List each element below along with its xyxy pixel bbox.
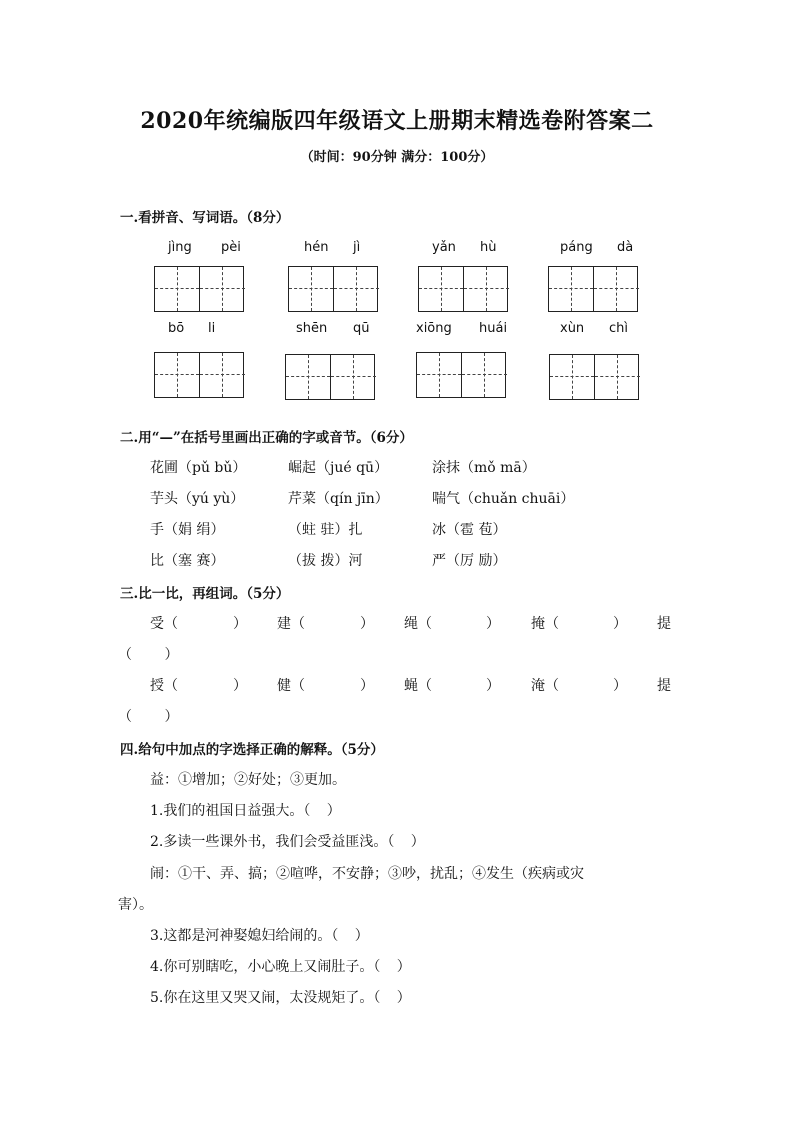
pinyin: páng: [560, 240, 593, 255]
pinyin: li: [208, 321, 216, 336]
choice-item[interactable]: 花圃（pǔ bǔ）: [150, 460, 247, 476]
page-title: 2020年统编版四年级语文上册期末精选卷附答案二: [140, 108, 654, 134]
answer-blank[interactable]: ）: [233, 616, 247, 632]
writing-grid[interactable]: [154, 352, 244, 398]
answer-blank[interactable]: ）: [613, 678, 627, 694]
writing-grid[interactable]: [416, 352, 506, 398]
compare-char: 受（: [150, 616, 178, 632]
choice-item[interactable]: （拔 拨）河: [288, 553, 363, 569]
writing-grid[interactable]: [418, 266, 508, 312]
writing-grid[interactable]: [549, 354, 639, 400]
pinyin: hù: [480, 240, 497, 255]
page-subtitle: （时间：90分钟 满分：100分）: [300, 150, 494, 165]
section-3-heading: 三.比一比，再组词。（5分）: [120, 586, 290, 602]
question-item[interactable]: 4.你可别瞎吃，小心晚上又闹肚子。（ ）: [150, 959, 411, 975]
pinyin: qū: [353, 321, 370, 336]
answer-blank[interactable]: ）: [360, 678, 374, 694]
pinyin: xiōng: [416, 321, 452, 336]
choice-item[interactable]: 涂抹（mǒ mā）: [432, 460, 536, 476]
choice-item[interactable]: 手（娟 绢）: [150, 522, 225, 538]
compare-char: 授（: [150, 678, 178, 694]
definition-nao-cont: 害）。: [118, 897, 153, 913]
answer-blank[interactable]: （ ）: [118, 709, 179, 725]
pinyin: xùn: [560, 321, 585, 336]
choice-item[interactable]: 严（厉 励）: [432, 553, 507, 569]
definition-nao: 闹：①干、弄、搞；②喧哗，不安静；③吵，扰乱；④发生（疾病或灾: [150, 866, 584, 882]
section-1-heading: 一.看拼音、写词语。（8分）: [120, 210, 290, 226]
section-2-heading: 二.用“—”在括号里画出正确的字或音节。（6分）: [120, 430, 413, 446]
choice-item[interactable]: 崛起（jué qū）: [288, 460, 389, 476]
choice-item[interactable]: （蛀 驻）扎: [288, 522, 363, 538]
compare-char: 绳（: [404, 616, 432, 632]
pinyin: shēn: [296, 321, 328, 336]
pinyin: jìng: [168, 240, 192, 255]
answer-blank[interactable]: ）: [486, 678, 500, 694]
compare-char: 建（: [277, 616, 305, 632]
choice-item[interactable]: 芋头（yú yù）: [150, 491, 245, 507]
writing-grid[interactable]: [548, 266, 638, 312]
choice-item[interactable]: 芹菜（qín jīn）: [288, 491, 389, 507]
pinyin: pèi: [221, 240, 241, 255]
compare-char: 提: [657, 678, 671, 694]
question-item[interactable]: 3.这都是河神娶媳妇给闹的。（ ）: [150, 928, 369, 944]
question-item[interactable]: 2.多读一些课外书，我们会受益匪浅。（ ）: [150, 834, 425, 850]
answer-blank[interactable]: （ ）: [118, 647, 179, 663]
question-item[interactable]: 1.我们的祖国日益强大。（ ）: [150, 803, 341, 819]
compare-char: 淹（: [531, 678, 559, 694]
pinyin: bō: [168, 321, 185, 336]
compare-char: 健（: [277, 678, 305, 694]
pinyin: dà: [617, 240, 634, 255]
writing-grid[interactable]: [154, 266, 244, 312]
question-item[interactable]: 5.你在这里又哭又闹，太没规矩了。（ ）: [150, 990, 411, 1006]
compare-char: 蝇（: [404, 678, 432, 694]
answer-blank[interactable]: ）: [486, 616, 500, 632]
definition-yi: 益：①增加；②好处；③更加。: [150, 772, 346, 788]
answer-blank[interactable]: ）: [613, 616, 627, 632]
section-4-heading: 四.给句中加点的字选择正确的解释。（5分）: [120, 742, 384, 758]
choice-item[interactable]: 冰（雹 苞）: [432, 522, 507, 538]
pinyin: huái: [479, 321, 508, 336]
compare-char: 掩（: [531, 616, 559, 632]
answer-blank[interactable]: ）: [233, 678, 247, 694]
writing-grid[interactable]: [288, 266, 378, 312]
choice-item[interactable]: 喘气（chuǎn chuāi）: [432, 491, 575, 507]
answer-blank[interactable]: ）: [360, 616, 374, 632]
pinyin: hén: [304, 240, 329, 255]
pinyin: jì: [353, 240, 361, 255]
writing-grid[interactable]: [285, 354, 375, 400]
compare-char: 提: [657, 616, 671, 632]
choice-item[interactable]: 比（塞 赛）: [150, 553, 225, 569]
pinyin: yǎn: [432, 240, 456, 255]
pinyin: chì: [609, 321, 628, 336]
